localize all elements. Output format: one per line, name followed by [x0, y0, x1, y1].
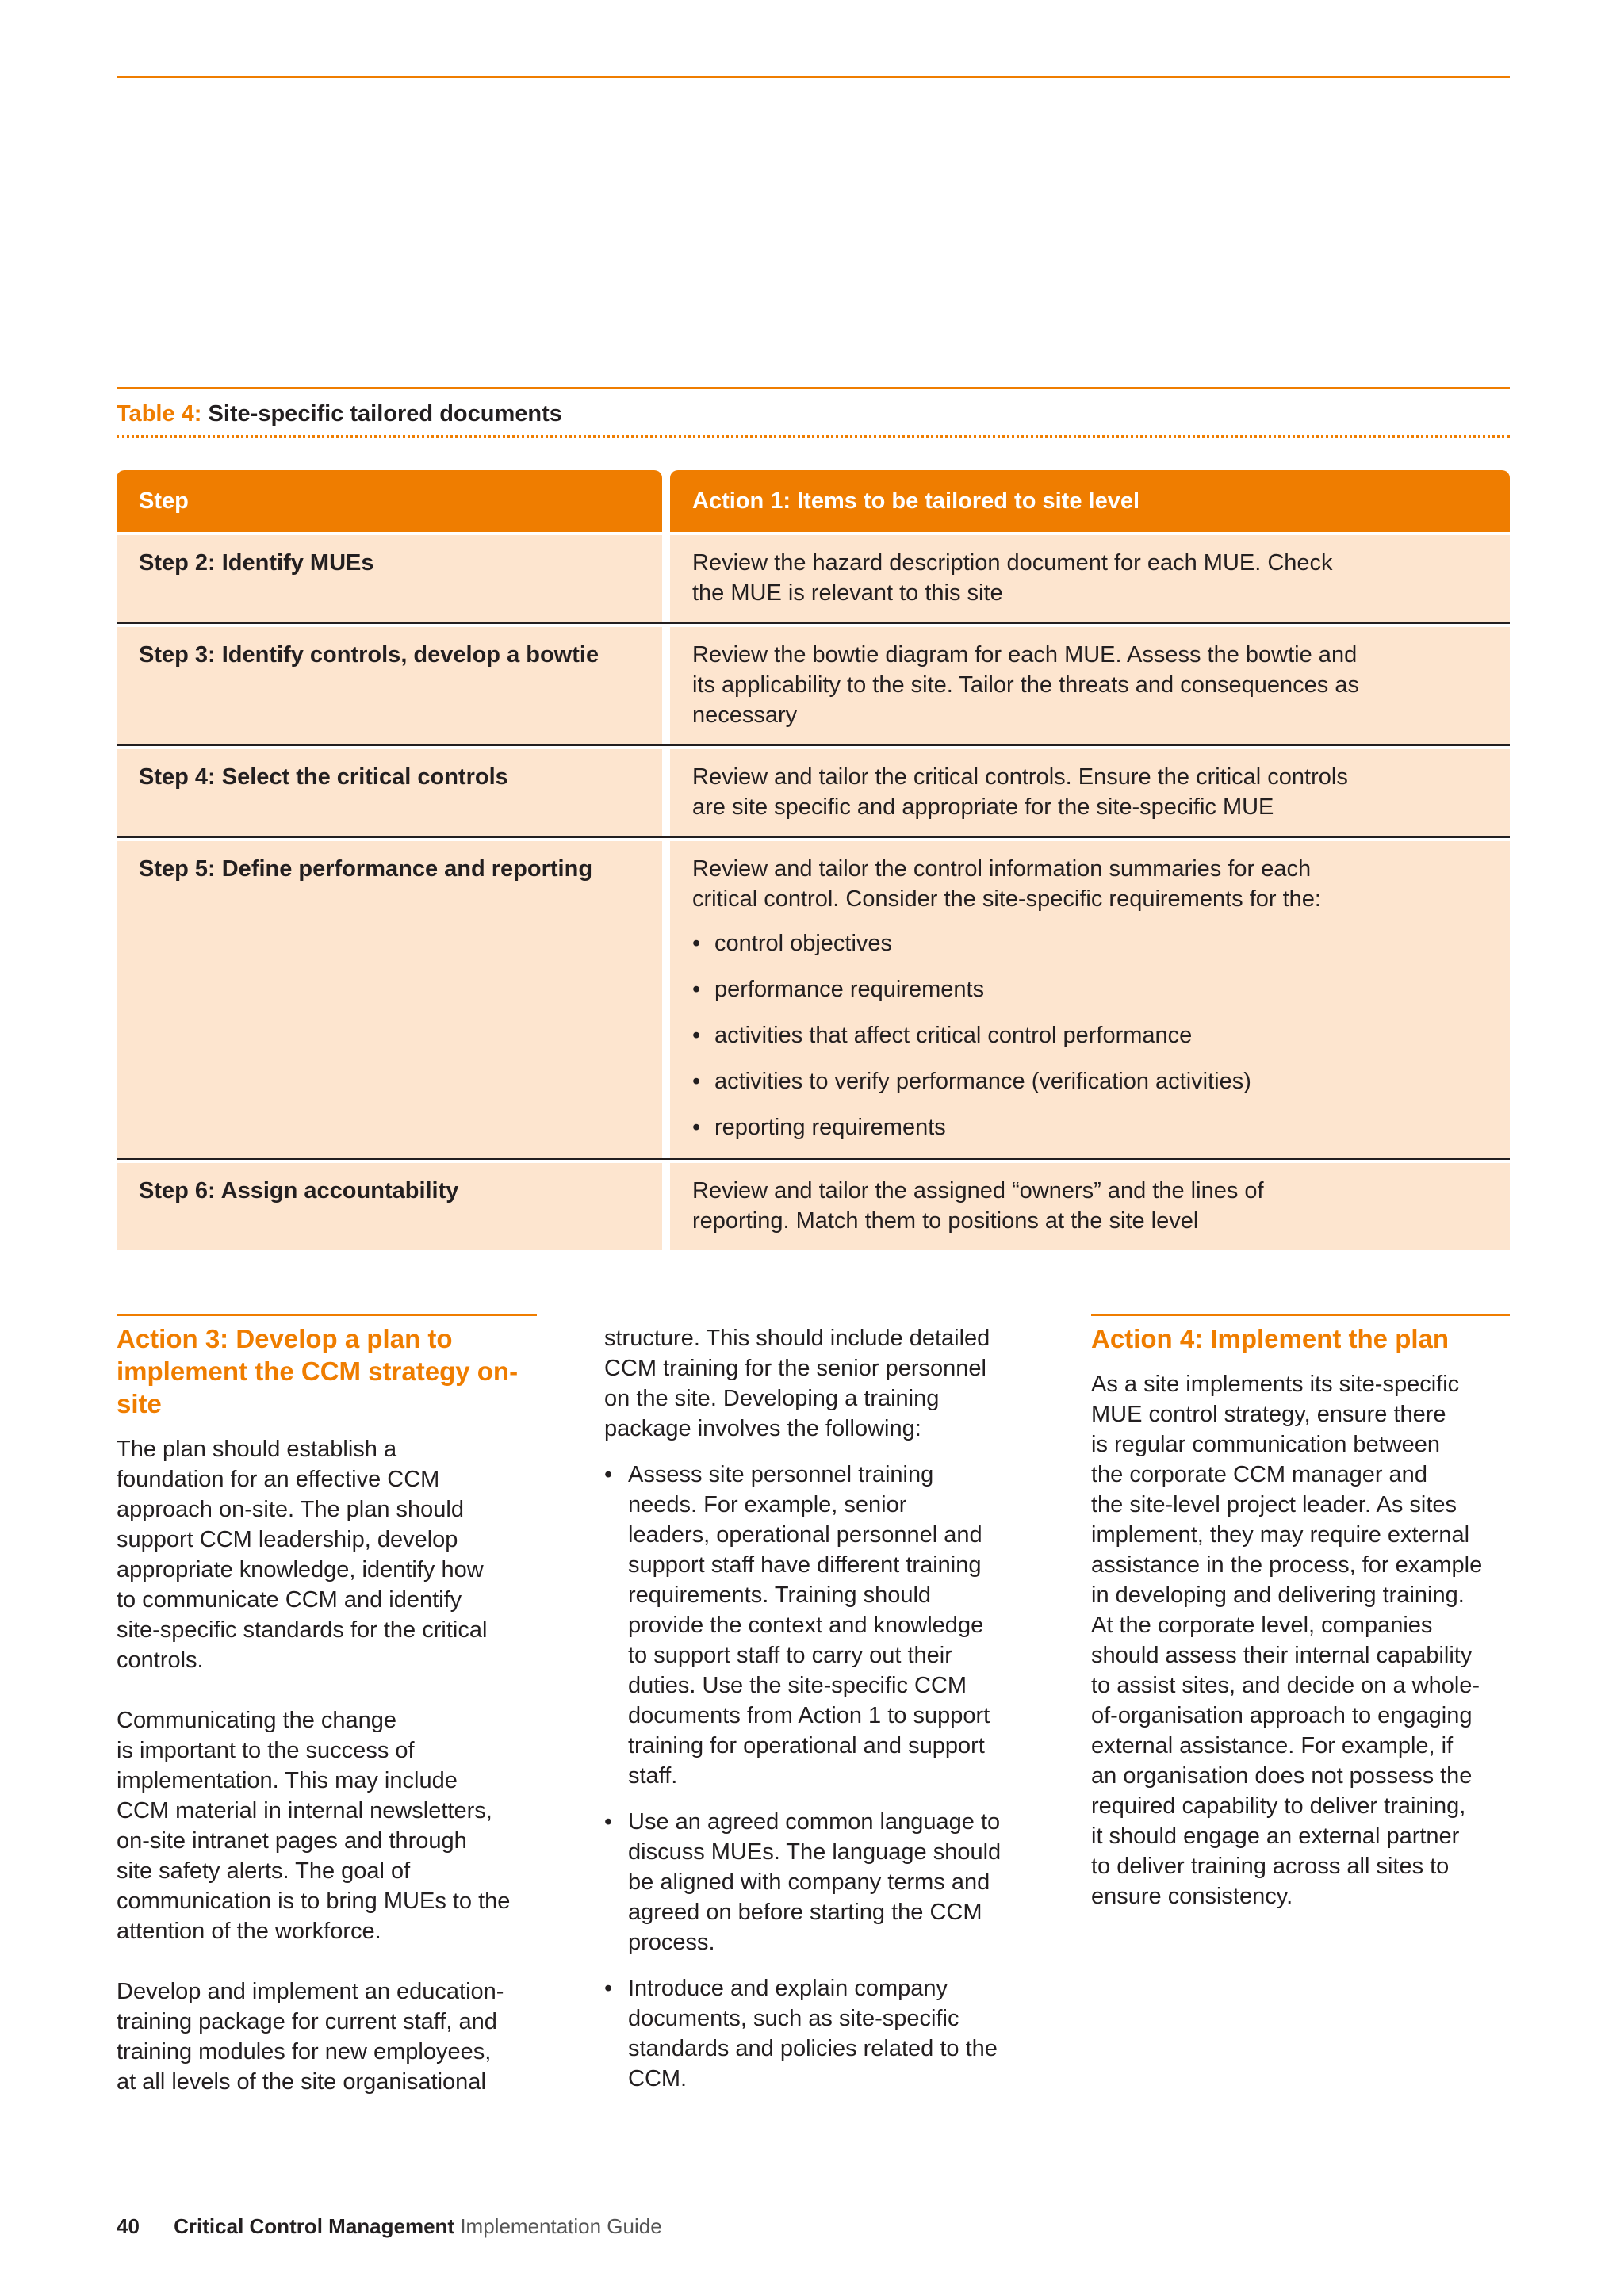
action3-para2-line: is important to the success of — [117, 1738, 415, 1763]
row-bullet: • control objectives — [692, 928, 1488, 959]
training-bullet-line: documents, such as site-specific — [628, 2006, 959, 2031]
middle-intro-line: CCM training for the senior personnel — [604, 1356, 986, 1381]
action4-para-line: external assistance. For example, if — [1091, 1733, 1454, 1758]
action3-para2-line: Communicating the change — [117, 1708, 397, 1733]
middle-column — [604, 1323, 1032, 2110]
action3-para1-line: controls. — [117, 1647, 204, 1673]
action3-para3-line: Develop and implement an education- — [117, 1979, 504, 2004]
header-step: Step — [117, 470, 662, 532]
action3-para2-line: site safety alerts. The goal of — [117, 1858, 411, 1884]
training-bullet-line: standards and policies related to the — [628, 2036, 998, 2061]
middle-intro-line: on the site. Developing a training — [604, 1386, 940, 1411]
action3-para3-line: training package for current staff, and — [117, 2009, 497, 2034]
row-step: Step 2: Identify MUEs — [117, 535, 662, 622]
training-bullet-line: provide the context and knowledge — [628, 1613, 984, 1638]
row-action-line: necessary — [692, 702, 798, 728]
action4-para-line: assistance in the process, for example — [1091, 1552, 1483, 1578]
action3-para1-line: support CCM leadership, develop — [117, 1527, 458, 1552]
row-bullet: • reporting requirements — [692, 1112, 1488, 1142]
row-action — [670, 749, 1510, 836]
training-bullet-line: process. — [628, 1930, 715, 1955]
training-bullet — [604, 1973, 1032, 2094]
action4-rule — [1091, 1314, 1510, 1316]
row-bullet: • activities to verify performance (verification activities) — [692, 1066, 1488, 1096]
action3-rule — [117, 1314, 537, 1316]
row-bullet: • activities that affect critical control performance — [692, 1020, 1488, 1050]
action3-para2-line: attention of the workforce. — [117, 1919, 381, 1944]
row-action — [670, 627, 1510, 744]
action3-para3-line: training modules for new employees, — [117, 2039, 492, 2064]
action4-para-line: it should engage an external partner — [1091, 1823, 1460, 1849]
footer-title: Critical Control Management — [174, 2214, 455, 2238]
caption-dotted-rule — [117, 435, 1510, 438]
action4-para-line: the site-level project leader. As sites — [1091, 1492, 1457, 1517]
row-bullet: • performance requirements — [692, 974, 1488, 1004]
training-bullet-line: training for operational and support — [628, 1733, 985, 1758]
action4-para-line: implement, they may require external — [1091, 1522, 1470, 1548]
row-bullets — [692, 928, 1488, 1142]
training-bullet-line: agreed on before starting the CCM — [628, 1900, 982, 1925]
row-action — [670, 841, 1510, 1158]
row-action-line: Review the bowtie diagram for each MUE. Assess the bowtie and — [692, 642, 1358, 668]
action4-para-line: MUE control strategy, ensure there — [1091, 1402, 1446, 1427]
action3-heading-line: Action 3: Develop a plan to — [117, 1324, 453, 1353]
action3-para2 — [117, 1705, 537, 1946]
action3-para1-line: The plan should establish a — [117, 1437, 397, 1462]
row-action-line: Review and tailor the critical controls. Ensure the critical controls — [692, 764, 1348, 790]
table-caption — [117, 398, 562, 430]
action4-para-line: in developing and delivering training. — [1091, 1582, 1465, 1608]
action4-column — [1091, 1314, 1510, 1911]
training-bullet-line: discuss MUEs. The language should — [628, 1839, 1002, 1865]
action3-heading-line: site — [117, 1389, 162, 1418]
training-bullet-line: support staff have different training — [628, 1552, 982, 1578]
row-action — [670, 1163, 1510, 1250]
training-bullet-line: staff. — [628, 1763, 678, 1789]
table-header-row — [117, 470, 1510, 532]
training-bullet — [604, 1807, 1032, 1957]
action4-para-line: ensure consistency. — [1091, 1884, 1293, 1909]
training-bullet-line: duties. Use the site-specific CCM — [628, 1673, 967, 1698]
action4-para-line: should assess their internal capability — [1091, 1643, 1473, 1668]
table-caption-label: Table 4: — [117, 401, 202, 427]
table-row — [117, 535, 1510, 622]
page-footer — [117, 2212, 662, 2241]
action4-para — [1091, 1369, 1510, 1911]
page-number: 40 — [117, 2214, 140, 2238]
middle-intro-line: package involves the following: — [604, 1416, 921, 1441]
training-bullet-line: leaders, operational personnel and — [628, 1522, 982, 1548]
table-body — [117, 532, 1510, 1250]
training-bullet-line: requirements. Training should — [628, 1582, 932, 1608]
row-action-line: critical control. Consider the site-specific requirements for the: — [692, 886, 1321, 912]
training-bullet-line: documents from Action 1 to support — [628, 1703, 990, 1728]
action4-para-line: required capability to deliver training, — [1091, 1793, 1466, 1819]
action3-heading — [117, 1322, 537, 1420]
table-row — [117, 749, 1510, 836]
row-step: Step 4: Select the critical controls — [117, 749, 662, 836]
action3-para2-line: on-site intranet pages and through — [117, 1828, 467, 1854]
action3-para1-line: foundation for an effective CCM — [117, 1467, 440, 1492]
row-step: Step 6: Assign accountability — [117, 1163, 662, 1250]
row-action — [670, 535, 1510, 622]
table-row — [117, 841, 1510, 1158]
middle-intro-line: structure. This should include detailed — [604, 1326, 990, 1351]
training-bullet-line: be aligned with company terms and — [628, 1869, 990, 1895]
action4-para-line: an organisation does not possess the — [1091, 1763, 1473, 1789]
top-rule — [117, 76, 1510, 78]
tailored-documents-table — [117, 470, 1510, 1250]
action4-para-line: is regular communication between — [1091, 1432, 1441, 1457]
footer-subtitle: Implementation Guide — [460, 2214, 662, 2238]
training-bullet-line: CCM. — [628, 2066, 688, 2091]
action3-para2-line: implementation. This may include — [117, 1768, 458, 1793]
training-bullet-line: to support staff to carry out their — [628, 1643, 952, 1668]
action4-para-line: of-organisation approach to engaging — [1091, 1703, 1473, 1728]
action3-para1-line: to communicate CCM and identify — [117, 1587, 462, 1613]
middle-intro — [604, 1323, 1032, 1444]
action4-para-line: to assist sites, and decide on a whole- — [1091, 1673, 1480, 1698]
row-action-line: reporting. Match them to positions at the site level — [692, 1208, 1199, 1234]
action4-para-line: As a site implements its site-specific — [1091, 1372, 1460, 1397]
action3-para1-line: site-specific standards for the critical — [117, 1617, 488, 1643]
row-action-line: its applicability to the site. Tailor the threats and consequences as — [692, 672, 1359, 698]
action3-para3-line: at all levels of the site organisational — [117, 2069, 486, 2095]
row-action-line: Review the hazard description document for each MUE. Check — [692, 550, 1333, 576]
training-bullets — [604, 1460, 1032, 2094]
training-bullet-line: Introduce and explain company — [628, 1976, 948, 2001]
action3-para1-line: appropriate knowledge, identify how — [117, 1557, 484, 1582]
training-bullet-line: Assess site personnel training — [628, 1462, 934, 1487]
action3-column — [117, 1314, 537, 2097]
table-row — [117, 627, 1510, 744]
header-action: Action 1: Items to be tailored to site level — [670, 470, 1510, 532]
action3-para1 — [117, 1434, 537, 1675]
action3-para3 — [117, 1976, 537, 2097]
action3-heading-line: implement the CCM strategy on- — [117, 1357, 519, 1386]
row-step: Step 5: Define performance and reporting — [117, 841, 662, 1158]
action4-para-line: At the corporate level, companies — [1091, 1613, 1433, 1638]
training-bullet — [604, 1460, 1032, 1791]
row-step: Step 3: Identify controls, develop a bowtie — [117, 627, 662, 744]
table-caption-title: Site-specific tailored documents — [208, 401, 562, 427]
row-action-line: Review and tailor the control information summaries for each — [692, 856, 1312, 882]
table-top-rule — [117, 387, 1510, 389]
training-bullet-line: Use an agreed common language to — [628, 1809, 1001, 1835]
action3-para2-line: communication is to bring MUEs to the — [117, 1888, 511, 1914]
action4-para-line: to deliver training across all sites to — [1091, 1854, 1450, 1879]
row-action-line: the MUE is relevant to this site — [692, 580, 1003, 606]
action3-para1-line: approach on-site. The plan should — [117, 1497, 464, 1522]
training-bullet-line: needs. For example, senior — [628, 1492, 907, 1517]
row-action-line: are site specific and appropriate for the site-specific MUE — [692, 794, 1274, 820]
table-row — [117, 1163, 1510, 1250]
row-action-line: Review and tailor the assigned “owners” and the lines of — [692, 1178, 1264, 1203]
action3-para2-line: CCM material in internal newsletters, — [117, 1798, 492, 1823]
action4-heading: Action 4: Implement the plan — [1091, 1324, 1450, 1353]
action4-para-line: the corporate CCM manager and — [1091, 1462, 1427, 1487]
